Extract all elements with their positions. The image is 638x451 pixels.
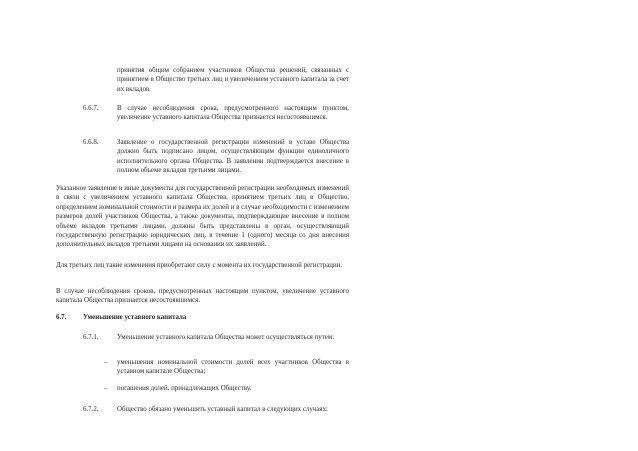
item-6-7-2-number: 6.7.2.: [83, 406, 99, 413]
item-6-6-8-text: Заявление о государственной регистрации изменений в уставе Общества должно быть подписано лицом, осуществляющим функции единоличного исполнительного органа Общества. В заявлении подтверждается внесение в полном объеме вкладов третьими лицами.: [117, 139, 349, 175]
third-parties-paragraph: Для третьих лиц такие изменения приобретают силу с момента их государственной регистрации.: [56, 262, 343, 269]
item-6-7-2-text: Общество обязано уменьшить уставный капитал в следующих случаях:: [117, 406, 328, 413]
bullet-1-dash: –: [104, 359, 108, 366]
bullet-1-text: уменьшения номинальной стоимости долей всех участников Общества в уставном капитале Общества;: [117, 359, 349, 376]
bullet-2-text: погашения долей, принадлежащих Обществу.: [117, 385, 252, 392]
item-6-6-8-number: 6.6.8.: [83, 139, 99, 146]
documents-paragraph: Указанное заявление и иные документы для государственной регистрации необходимых изменений в связи с увеличением уставного капитала Общества, принятием третьих лиц в Общество, определением номинальной стоимости и размера их долей и в случае необходимости с изменением размеров долей участников Общества, а также документы, подтверждающие внесение в полном объеме вкладов третьими лицами, должны быть представлены в орган, осуществляющий государственную регистрацию юридических лиц, в течение 1 (одного) месяца со дня внесения дополнительных вкладов третьими лицами на основании их заявлений.: [56, 185, 349, 249]
item-6-7-1-number: 6.7.1.: [83, 334, 99, 341]
top-continuation-paragraph: принятия общим собранием участников Общества решений, связанных с принятием в Общество третьих лиц и увеличением уставного капитала за счет их вкладов.: [117, 67, 349, 93]
section-6-7-title: Уменьшение уставного капитала: [83, 314, 187, 321]
item-6-6-7-text: В случае несоблюдения срока, предусмотренного настоящим пунктом, увеличение уставного капитала Общества признается несостоявшимся.: [117, 105, 349, 122]
noncompliance-paragraph: В случае несоблюдения сроков, предусмотренных настоящим пунктом, увеличение уставного капитала Общества признается несостоявшимся.: [56, 288, 349, 305]
section-6-7-number: 6.7.: [56, 314, 67, 321]
bullet-2-dash: –: [104, 385, 108, 392]
item-6-6-7-number: 6.6.7.: [83, 105, 99, 112]
item-6-7-1-text: Уменьшение уставного капитала Общества может осуществляться путем:: [117, 334, 335, 341]
